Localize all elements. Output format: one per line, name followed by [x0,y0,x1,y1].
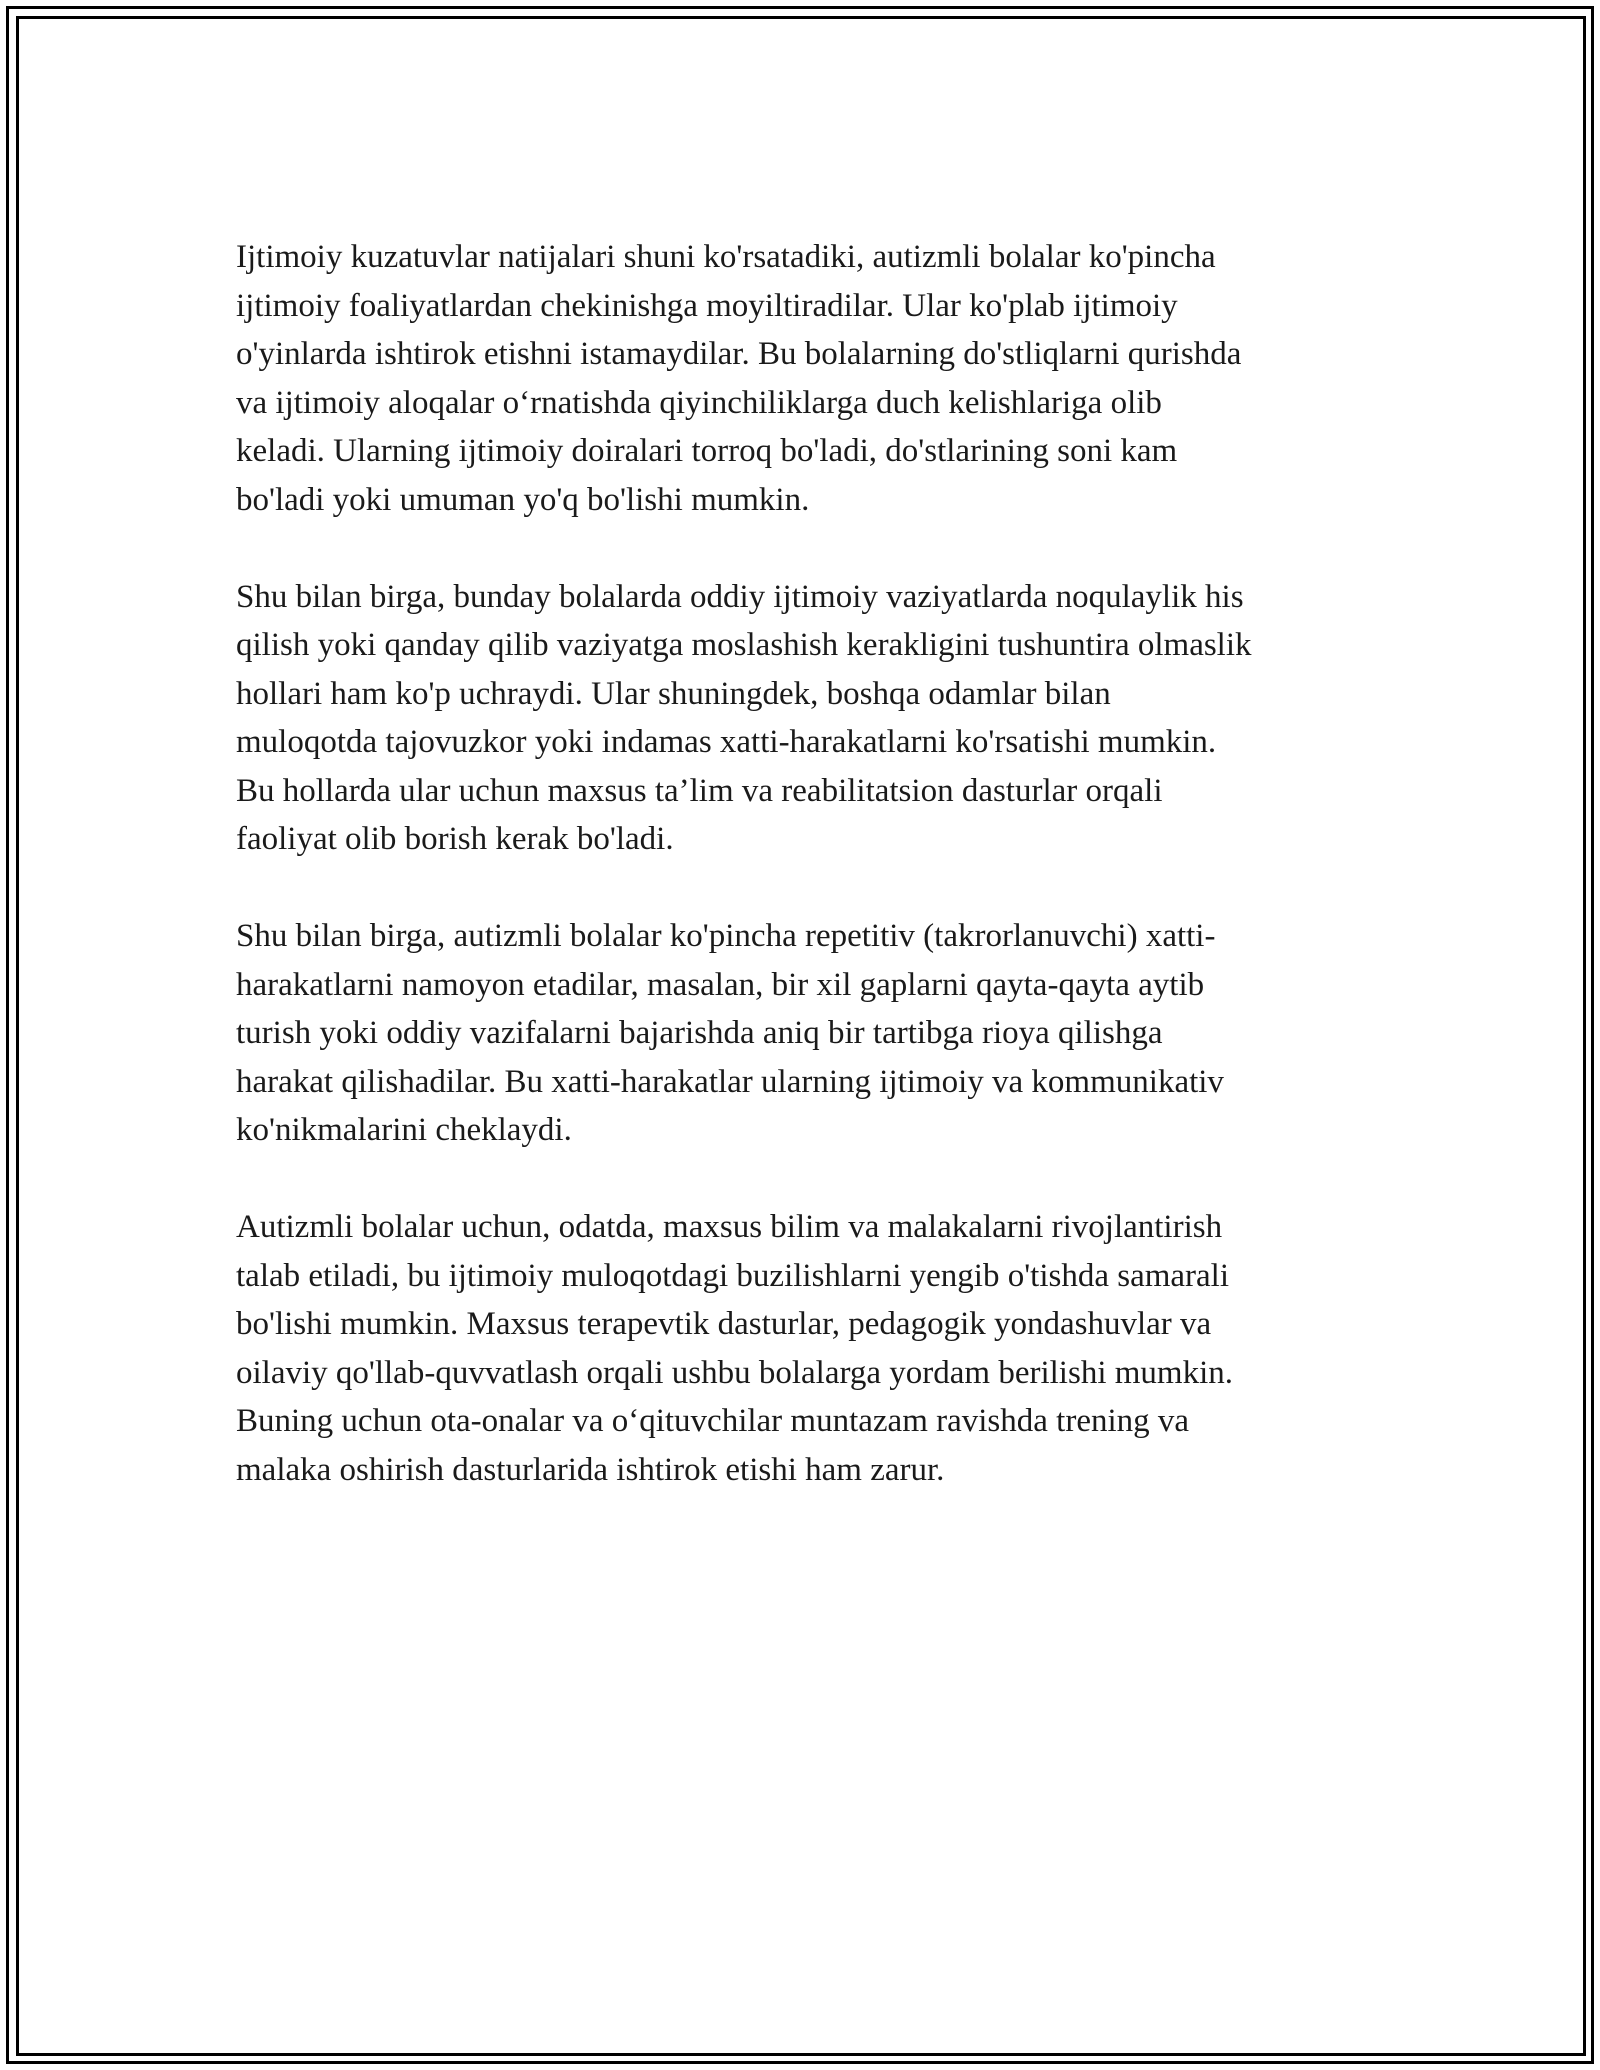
paragraph-line: bo'lishi mumkin. Maxsus terapevtik dasturlar, pedagogik yondashuvlar va [236,1306,1212,1342]
paragraph-line: Ijtimoiy kuzatuvlar natijalari shuni ko'rsatadiki, autizmli bolalar ko'pincha [236,239,1216,275]
paragraph-line: Shu bilan birga, autizmli bolalar ko'pincha repetitiv (takrorlanuvchi) xatti- [236,918,1216,954]
paragraph-line: harakatlarni namoyon etadilar, masalan, bir xil gaplarni qayta-qayta aytib [236,966,1205,1003]
paragraph-line: Autizmli bolalar uchun, odatda, maxsus bilim va malakalarni rivojlantirish [236,1209,1223,1245]
paragraph-line: Shu bilan birga, bunday bolalarda oddiy ijtimoiy vaziyatlarda noqulaylik his [236,578,1244,615]
paragraph-line: qilish yoki qanday qilib vaziyatga moslashish kerakligini tushuntira olmaslik [236,627,1252,663]
paragraph-line: turish yoki oddiy vazifalarni bajarishda aniq bir tartibga rioya qilishga [236,1015,1163,1051]
document-body [236,233,1376,1543]
paragraph-line: muloqotda tajovuzkor yoki indamas xatti-harakatlarni ko'rsatishi mumkin. [236,724,1217,760]
paragraph-line: keladi. Ularning ijtimoiy doiralari torroq bo'ladi, do'stlarining soni kam [236,433,1178,469]
paragraph-line: faoliyat olib borish kerak bo'ladi. [236,821,674,857]
paragraph-line: ijtimoiy foaliyatlardan chekinishga moyiltiradilar. Ular ko'plab ijtimoiy [236,287,1178,324]
paragraph-4 [236,1203,1376,1494]
paragraph-line: va ijtimoiy aloqalar o‘rnatishda qiyinchiliklarga duch kelishlariga olib [236,384,1162,421]
paragraph-line: bo'ladi yoki umuman yo'q bo'lishi mumkin. [236,481,810,518]
paragraph-line: o'yinlarda ishtirok etishni istamaydilar. Bu bolalarning do'stliqlarni qurishda [236,336,1242,372]
paragraph-line: Buning uchun ota-onalar va o‘qituvchilar muntazam ravishda trening va [236,1403,1190,1439]
paragraph-line: Bu hollarda ular uchun maxsus ta’lim va reabilitatsion dasturlar orqali [236,772,1163,809]
paragraph-line: talab etiladi, bu ijtimoiy muloqotdagi buzilishlarni yengib o'tishda samarali [236,1257,1230,1294]
paragraph-line: harakat qilishadilar. Bu xatti-harakatlar ularning ijtimoiy va kommunikativ [236,1063,1224,1100]
paragraph-line: ko'nikmalarini cheklaydi. [236,1112,572,1148]
paragraph-3 [236,912,1376,1155]
paragraph-line: malaka oshirish dasturlarida ishtirok etishi ham zarur. [236,1451,945,1488]
paragraph-line: hollari ham ko'p uchraydi. Ular shuningdek, boshqa odamlar bilan [236,675,1111,712]
paragraph-2 [236,573,1376,864]
paragraph-line: oilaviy qo'llab-quvvatlash orqali ushbu bolalarga yordam berilishi mumkin. [236,1354,1233,1391]
paragraph-1 [236,233,1376,524]
